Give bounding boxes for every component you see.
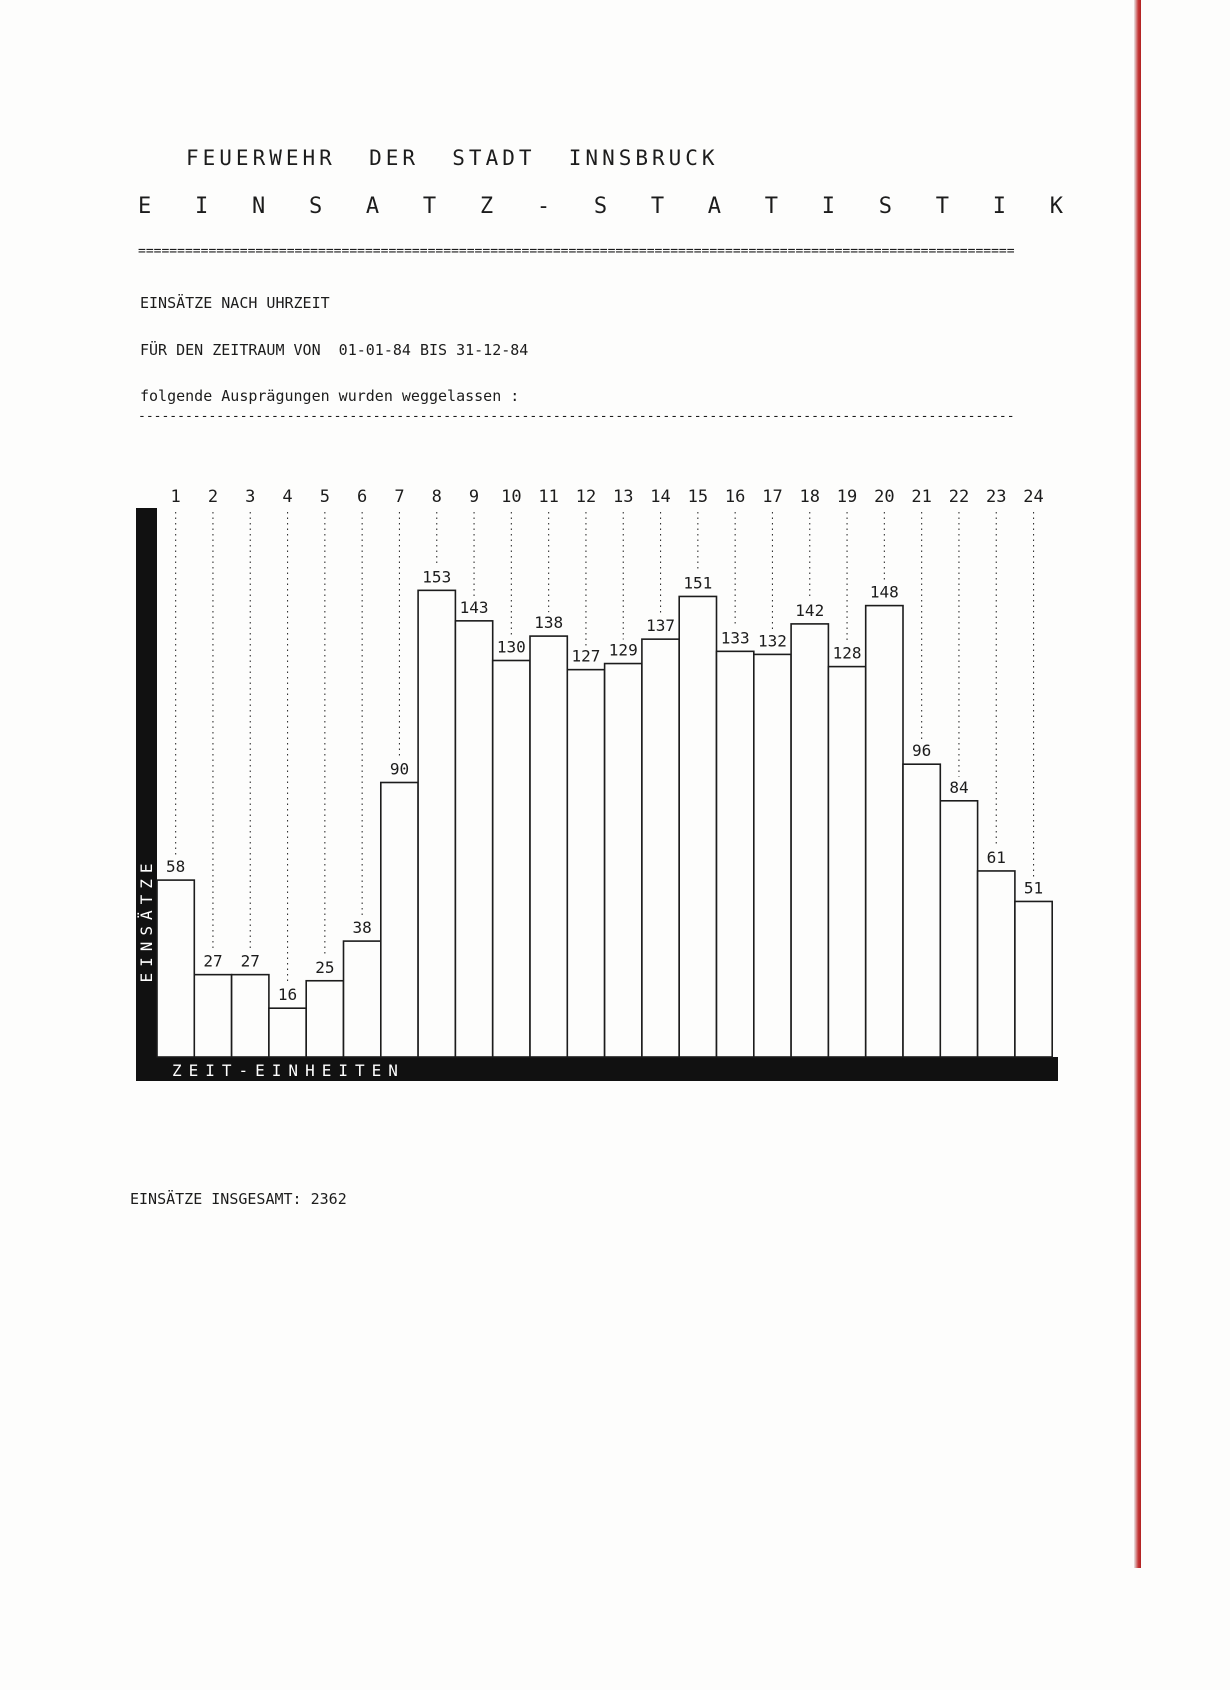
bar [344, 941, 381, 1057]
total-line: EINSÄTZE INSGESAMT: 2362 [130, 1190, 347, 1208]
x-tick-label: 22 [948, 487, 970, 507]
bar-value-label: 25 [315, 957, 335, 977]
x-tick-label: 20 [874, 487, 895, 507]
x-tick-label: 12 [575, 487, 597, 507]
bar [567, 670, 604, 1057]
bar [418, 590, 455, 1057]
page-subtitle: E I N S A T Z - S T A T I S T I K [138, 194, 1064, 219]
x-tick-label: 4 [282, 487, 293, 507]
y-axis-label: EINSÄTZE [137, 857, 156, 983]
bar [978, 871, 1015, 1057]
bar-value-label: 27 [240, 951, 260, 971]
x-tick-label: 6 [357, 487, 368, 507]
x-axis-label: ZEIT-EINHEITEN [172, 1061, 405, 1080]
bar [642, 639, 679, 1057]
bar-value-label: 61 [986, 847, 1006, 867]
x-tick-label: 3 [245, 487, 256, 507]
x-tick-label: 15 [687, 487, 709, 507]
x-tick-label: 24 [1023, 487, 1044, 507]
bar-value-label: 129 [608, 640, 638, 660]
bar [194, 975, 231, 1057]
x-tick-label: 11 [538, 487, 559, 507]
bar-value-label: 128 [832, 643, 862, 663]
bar-value-label: 130 [496, 637, 526, 657]
bar-value-label: 38 [352, 918, 372, 938]
x-tick-label: 14 [650, 487, 671, 507]
omitted-line: folgende Ausprägungen wurden weggelassen : [140, 387, 520, 405]
bar [306, 981, 343, 1057]
bar [754, 654, 791, 1057]
period-line: FÜR DEN ZEITRAUM VON 01-01-84 BIS 31-12-84 [140, 341, 529, 359]
bar [717, 651, 754, 1057]
bar [828, 667, 865, 1057]
bar-value-label: 84 [949, 777, 969, 797]
x-tick-label: 5 [319, 487, 330, 507]
bar [269, 1008, 306, 1057]
bar [605, 664, 642, 1057]
bar [791, 624, 828, 1057]
bar-value-label: 153 [422, 567, 452, 587]
bar-value-label: 133 [720, 628, 750, 648]
x-tick-label: 18 [799, 487, 820, 507]
bar [530, 636, 567, 1057]
bar-value-label: 132 [757, 631, 787, 651]
bar [1015, 901, 1052, 1057]
x-tick-label: 16 [724, 487, 746, 507]
x-tick-label: 10 [501, 487, 522, 507]
bar [940, 801, 977, 1057]
bar [903, 764, 940, 1057]
bar-value-label: 27 [203, 951, 223, 971]
bar [455, 621, 492, 1057]
y-axis-bar [136, 508, 157, 1081]
page-title: FEUERWEHR DER STADT INNSBRUCK [186, 146, 719, 170]
x-tick-label: 7 [394, 487, 405, 507]
x-tick-label: 8 [431, 487, 442, 507]
bar-value-label: 142 [795, 600, 825, 620]
bar-value-label: 137 [646, 616, 676, 636]
x-tick-label: 23 [986, 487, 1007, 507]
bar [381, 783, 418, 1058]
x-tick-label: 13 [613, 487, 634, 507]
bar-value-label: 96 [912, 741, 932, 761]
x-tick-label: 9 [468, 487, 480, 507]
bar-value-label: 127 [571, 646, 601, 666]
bar-value-label: 58 [166, 857, 186, 877]
double-rule: ================================================================================================================ [138, 244, 1015, 259]
bar-value-label: 151 [683, 573, 713, 593]
x-tick-label: 1 [170, 487, 181, 507]
bar-value-label: 51 [1023, 878, 1044, 898]
x-tick-label: 21 [911, 487, 932, 507]
x-tick-label: 17 [762, 487, 783, 507]
bar [679, 596, 716, 1057]
bar [157, 880, 194, 1057]
bar [493, 661, 530, 1058]
x-tick-label: 19 [836, 487, 858, 507]
bar [232, 975, 269, 1057]
bar-value-label: 138 [534, 613, 564, 633]
bar-value-label: 90 [389, 759, 410, 779]
bar-value-label: 143 [459, 597, 489, 617]
bar-value-label: 16 [277, 985, 298, 1005]
x-tick-label: 2 [207, 487, 219, 507]
report-type-line: EINSÄTZE NACH UHRZEIT [140, 294, 330, 312]
bar [866, 606, 903, 1057]
bar-value-label: 148 [869, 582, 899, 602]
single-rule: ---------------------------------------------------------------------------------------------------------------- [138, 409, 1015, 424]
